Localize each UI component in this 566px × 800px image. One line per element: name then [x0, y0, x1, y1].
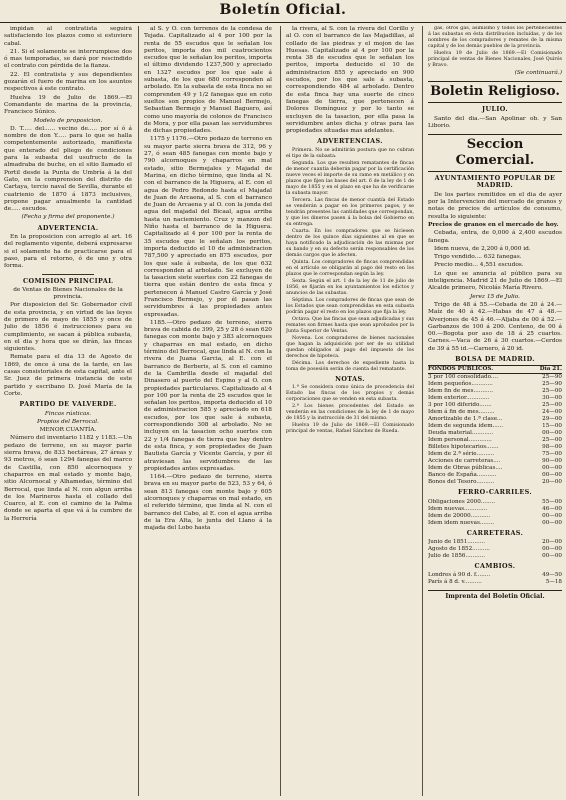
row-value: 00—00: [542, 430, 562, 437]
table-row: [428, 499, 562, 506]
row-value: 15—00: [542, 423, 562, 430]
row-label: Bonos del Tesoro..........: [428, 479, 495, 486]
section-heading: CAMBIOS.: [474, 561, 516, 570]
row-label: Idem de Obras públicas....: [428, 465, 503, 472]
section-heading: BOLSA DE MADRID.: [455, 355, 535, 364]
section-subtitle: MENOR CUANTÍA.: [39, 427, 97, 434]
paragraph: Cuarta. En los compradores que se hiciesen dentro de los quince días siguientes al en que se haya notificado la adjudicación de las mismas por su bando y en su defecto serán responsables de los demás cargos que le afecten.: [286, 228, 414, 258]
row-value: 90—00: [542, 458, 562, 465]
row-value: 25—00: [542, 437, 562, 444]
paragraph: Séptima. Los compradores de fincas que sean de los Estados que sean comprendidas en esta subasta podrán pagar el resto en los plazos que fija la ley.: [286, 297, 414, 315]
paragraph: 1175 y 1176.—Otro pedazo de terreno en su mayor parte sierra brava de 312, 96 y 27, ó sean 485 fanegas con monte bajo y 790 alcornoques y chaparros en mal estado, sitio Bermejales y Majadal de Marina, en dicho término, que linda al N. con el barranco de la Higuera, al E. con el agua de Pedro Redondo hasta el Majadal de Juan de Arcaena, al S. con el barranco de Juan de Arcaena y al O. con la jonda del agua del majadal del Bicaal, agua arriba hasta un naciemiento. Cruz y manzon del Niño hasta el barranco de la Higuera. Capitalizado al 4 por 100 por la renta de 35 escudos que le señalan los peritos, importa deducido el 10 de administracion 787,500 y apreciado en 875 escudos, por los que sale á subasta, de los que 632 corresponden al arbolado. Se excluyen de la tasacion siete suertes con 22 fanegas de tierra que están dentro de esta finca y pertenecen á Manuel Castro García y José Francisco Bermejo, y por él pasan las servidumbres á las propiedades antes expresadas.: [144, 136, 272, 318]
table-row: [428, 546, 562, 553]
row-value: 00—00: [542, 472, 562, 479]
paragraph: Lo que se anuncia al público para su inteligencia. Madrid 21 de Julio de 1869.—El Alcalde primero, Nicolás María Rivero.: [428, 270, 562, 292]
paragraph: 21. Si el solamente se interrumpiese dos ó mas temporadas, se dará por rescindido el contrato con pérdida de la fianza.: [4, 48, 132, 70]
paragraph: Segunda. Los que resulten rematantes de fincas de menor cuantía deberán pagar por la certificación nueve veces el importe de su ramo en metálico y en plazos que fijen las bases del art. 6 de la ley de 1 de mayo de 1855 y en el plazo en que ha de verificarse la subasta mayor.: [286, 160, 414, 196]
price-line: Cebada, entra, de 0,000 á 2,400 escudos fanega.: [428, 230, 562, 244]
carreteras-table: [428, 539, 562, 560]
table-row: [428, 479, 562, 486]
row-value: 49—50: [542, 572, 562, 579]
row-label: Billetes hipotecarios.......: [428, 444, 499, 451]
section-heading: NOTAS.: [335, 374, 365, 383]
row-value: 75—00: [542, 451, 562, 458]
row-label: Idem nuevas.............: [428, 505, 488, 512]
paragraph: Santo del dia.—San Apolinar ob. y San Liborio.: [428, 115, 562, 129]
paragraph: Novena. Los compradores de bienes nacionales que hagan la adquisición por ser de su utilidad quedan obligados al pago del impuesto de los derechos de hipoteca.: [286, 335, 414, 359]
row-value: 20—00: [542, 479, 562, 486]
masthead: [0, 0, 566, 23]
paragraph: Quinta. Los compradores de fincas comprendidas en el artículo se obligarán al pago del resto en los plazos que le correspondan según la ley.: [286, 259, 414, 277]
paragraph: Huelva 19 de Julio de 1869.—El Comisionado principal de ventas, Rafael Sánchez de Rueda.: [286, 423, 414, 435]
newspaper-title: Boletín Oficial.: [219, 2, 347, 18]
ferro-table: [428, 499, 562, 527]
section-title: Boletin Religioso.: [428, 81, 562, 103]
paragraph: Huelva 19 de Julio de 1869.—El Comisionado principal de ventas de Bienes Nacionales, José Quirós y Bravo.: [428, 51, 562, 68]
row-label: Banco de España...........: [428, 472, 497, 479]
row-value: 25—90: [542, 381, 562, 388]
section-heading: CARRETERAS.: [466, 528, 524, 537]
row-value: 29—00: [542, 416, 562, 423]
paragraph: De los partes remitidos en el dia de ayer por la Intervencion del mercado de granos y notas de precios de artículos de consumo, resulta lo siguiente:: [428, 191, 562, 220]
row-label: Agosto de 1852..........: [428, 545, 490, 552]
table-row: [428, 579, 562, 586]
paragraph: Sexta. Según el art. 1 de la ley de 11 de julio de 1856, se fijarán en los ayuntamientos los edictos y anuncios de las subastas.: [286, 278, 414, 296]
column-rule: [422, 26, 423, 796]
paragraph: Huelva 19 de Julio de 1869.—El Comandante de marina de la provincia, Francisco Súnico.: [4, 94, 132, 116]
cambios-table: [428, 572, 562, 586]
column-3: [286, 26, 414, 794]
table-row: [428, 416, 562, 423]
section-heading: FERRO-CARRILES.: [457, 488, 533, 497]
paragraph: Octava. Que las fincas que sean adjudicadas y sus remates son firmes hasta que sean aprobados por la Junta Superior de Ventas.: [286, 316, 414, 334]
paragraph: al S. y O. con terrenos de la condesa de Tejada. Capitalizado al 4 por 100 por la renta de 55 escudos que le señalan los peritos, importa dos mil cuatrocientos escudos que le señalan los peritos, importa el último dividendo 1237,500 y apreciado en 1327 escudos por los que sale á subasta, de los que 680 corresponden al arbolado. En la subasta de esta finca no se comprenden 49 y 1/2 fanegas que en coto sueltos son propios de Manuel Bermejo, Sebastian Bermejo y Manuel Baguero, así como uno mayoría de colonos de Francisco de Mora, y por ella pasan las servidumbres de dichas propiedades.: [144, 26, 272, 135]
header-label: FONDOS PÚBLICOS.: [428, 366, 531, 374]
section-title: Seccion Comercial.: [428, 134, 562, 172]
header-day: Dia 21.: [531, 366, 562, 374]
row-value: 25—00: [542, 388, 562, 395]
paragraph: 1164.—Otro pedazo de terreno, sierra brava en su mayor parte de 523, 53 y 64, ó sean 813 fanegas con monte bajo y 605 alcornoques y chaparras en mal estado, en el referido término, que linda al N. con el barranco del Cabo, al E. con el agua arriba de la Era Alta, le junta del Llano á la majada del Lobo hasta: [144, 474, 272, 532]
section-heading: PARTIDO DE VALVERDE.: [19, 400, 117, 409]
paragraph: 1185.—Otro pedazo de terreno, sierra brava de cabida de 399, 25 y 28 ó sean 620 fanegas con monte bajo y 383 alcornoques y chaparras en mal estado, en dicho término del Berrocal, que linda al N. con la rivera de Juana Garcia, al E. con el barranco de Berberis, al S. con el camino de la Cambrilla desde el majadal del Dinasero al puerto del Espino y al O. con propiedades particulares. Capitalizado al 4 por 100 por la renta de 25 escudos que le señalan los peritos, importa deducido el 10 de administracion 585 y apreciado en 618 escudos, por los que sale á subasta, correspondiendo 308 al arbolado. No se incluyen en la tasacion ocho suertes con 22 y 1/4 fanegas de tierra que hay dentro de esta finca, y son propiedades de Juan Bautista García y Vicente García, y por él atraviesan las servidumbres de las propiedades antes expresadas.: [144, 319, 272, 472]
divider: [42, 274, 93, 275]
section-subtitle: Fincas rústicas.: [44, 410, 92, 417]
table-row: [428, 388, 562, 395]
table-row: [428, 513, 562, 520]
row-label: Idem pequeños............: [428, 381, 493, 388]
price-line: Trigo vendido.... 632 fanegas.: [434, 254, 522, 261]
table-row: [428, 437, 562, 444]
row-value: 5—18: [545, 579, 562, 586]
price-line: Idem nueva, de 2,200 á 0,000 id.: [434, 245, 531, 252]
column-4: [428, 26, 562, 794]
table-row: [428, 423, 562, 430]
table-header: [428, 366, 562, 374]
paragraph: Remate para el dia 13 de Agosto de 1869, de once á una de la tarde, en las casas consistoriales de esta capital, ante el Sr. Juez de primera instancia de este partido y escribano D. José María de la Corte.: [4, 354, 132, 397]
paragraph: Número del inventario 1182 y 1183.—Un pedazo de terreno, en su mayor parte sierra brava, de 833 hectáreas, 27 áreas y 93 metros, ó sean 1294 fanegas del marco de Castilla, con 850 alcornoques y chaparros en mal estado y monte bajo, sitio Alcornocal y Alhamedas, término del Berrocal, que linda al N. con algun arriba de los Marineros hasta el collado del Cuarco, al E. con el camino de la Palma donde se aparta el que vá á la cumbre de la Herrería: [4, 435, 132, 522]
month-heading: JULIO.: [482, 105, 508, 114]
row-label: 3 por 100 consolidado....: [428, 374, 498, 381]
row-label: Julio de 1856...........: [428, 552, 486, 559]
section-subtitle: Precios de granos en el mercado de hoy.: [428, 221, 559, 228]
row-label: Amortizable de 1.ª clase...: [428, 416, 503, 423]
row-value: 24—00: [542, 409, 562, 416]
paragraph: Décima. Los derechos de expediente hasta la toma de posesión serán de cuenta del rematante.: [286, 360, 414, 372]
row-label: Obligaciones 2000........: [428, 498, 495, 505]
row-value: 00—00: [542, 512, 562, 519]
paragraph: Primera. No se admitirán postura que no cubran el tipo de la subasta.: [286, 147, 414, 159]
paragraph: gas, otros gas, asimismo y todos los pertenecientes á las subastas en ésta distribucion incluídas, y de los nombres de los compradores y remates de la misma capital y de los demás pueblos de la provincia.: [428, 26, 562, 49]
fine-print-block: [428, 26, 562, 69]
fine-print-block: [286, 148, 414, 373]
section-subtitle: Modelo de proposicion.: [33, 117, 103, 124]
fine-print-block: [286, 385, 414, 435]
row-value: 00—00: [542, 552, 562, 559]
paragraph: 2.ª Los bienes procedentes del Estado se venderán en las condiciones de la ley de 1 de mayo de 1855 y la instrucción de 31 del mismo.: [286, 404, 414, 422]
section-heading: COMISION PRINCIPAL: [23, 276, 113, 285]
row-label: Idem á fin de mes.........: [428, 409, 495, 416]
row-label: Idem idem nuevas........: [428, 519, 495, 526]
column-1: [4, 26, 132, 794]
section-subtitle: de Ventas de Bienes Nacionales de la provincia.: [13, 286, 123, 301]
row-value: 25—90: [542, 374, 562, 381]
continued-note: (Se continuará.): [514, 70, 562, 76]
column-rule: [138, 26, 139, 796]
paragraph: (Fecha y firma del proponente.): [21, 214, 115, 221]
row-value: 30—00: [542, 395, 562, 402]
row-value: 00—00: [542, 465, 562, 472]
paragraph: Tercera. Las fincas de menor cuantía del Estado se venderán a pagar en los primeros pagos, y se tendrán presentes las cantidades que correspondan, y que los dineros pasen á la bolsa del Gobierno en su entrega.: [286, 197, 414, 227]
row-label: Acciones de carreteras....: [428, 458, 501, 465]
table-row: [428, 430, 562, 437]
paragraph: Trigo de 48 á 55.—Cebada de 20 á 24.—Maíz de 40 á 42.—Habas de 47 á 48.—Alverjones de 45 á 46.—Aljaba de 00 á 52.—Garbanzos de 100 á 200. Centeno, de 00 á 00.—Bogota por aso de 18 á 25 cuartos. Carnes.—Vaca de 26 á 30 cuartos.—Cerdos de 39 á 55 id.—Carnero, á 20 id.: [428, 301, 562, 352]
row-value: 46—00: [542, 505, 562, 512]
row-value: 98—00: [542, 444, 562, 451]
table-row: [428, 395, 562, 402]
row-label: Idem de segunda idem......: [428, 423, 504, 430]
row-label: Londres á 90 d. f........: [428, 572, 491, 579]
paragraph: En la proposicion con arreglo al art. 16 del reglamento vigente, deberá expresarse si el solamente ha de practicarse para el paso, para el retorno, ó de uno y otra forma.: [4, 234, 132, 270]
row-label: París á 8 d. v..........: [428, 579, 482, 586]
row-value: 25—00: [542, 402, 562, 409]
table-row: [428, 451, 562, 458]
row-value: 00—00: [542, 545, 562, 552]
row-label: 3 por 100 diferido.......: [428, 402, 492, 409]
table-row: [428, 472, 562, 479]
table-row: [428, 539, 562, 546]
row-value: 20—00: [542, 538, 562, 545]
paragraph: D. T..... del...... vecino de..... por sí ó á nombre de don Y..... para lo que se halla competentemente autorizado, manifiesta que enterado del pliego de condiciones para la subasta del usufructo de la almadraba de buche, en el sitio llamado el Portil desde la Punta de Umbría á la del Gato, en la comprension del distrito de Cartaya, tercio naval de Sevilla, durante el cuatrienio de 1870 á 1873 inclusives, propone pagar anualmente la cantidad de..... escudos.: [4, 125, 132, 213]
section-heading: AYUNTAMIENTO POPULAR DE MADRID.: [434, 174, 556, 190]
paragraph: impidan al contratista seguirá satisfaciendo los plazos como si estuviere cabal.: [4, 26, 132, 47]
section-subtitle: Propios del Berrocal.: [37, 418, 99, 425]
section-subtitle: Jerez 15 de Julio.: [469, 293, 521, 300]
table-row: [428, 506, 562, 513]
row-label: Deuda material............: [428, 430, 494, 437]
section-heading: ADVERTENCIAS.: [317, 137, 383, 146]
funds-table: [428, 365, 562, 486]
row-label: Idem fin de mes...........: [428, 388, 494, 395]
column-rule: [280, 26, 281, 796]
column-2: [144, 26, 272, 794]
row-label: Idem personal.............: [428, 437, 492, 444]
row-label: Idem de 2.ª série..........: [428, 451, 495, 458]
table-row: [428, 520, 562, 527]
paragraph: 22. El contratista y sus dependientes gozarán el fuero de marina en los asuntos respectivos á este contrato.: [4, 71, 132, 93]
row-value: 55—00: [542, 498, 562, 505]
section-heading: ADVERTENCIA.: [37, 223, 99, 232]
table-row: [428, 381, 562, 388]
paragraph: Por disposicion del Sr. Gobernador civil de esta provincia, y en virtud de las leyes de primero de mayo de 1855 y once de Julio de 1856 é instrucciones para su cumplimiento, se sacan á pública subasta, en el dia y hora que se dirán, las fincas siguientes.: [4, 302, 132, 353]
paragraph: la rivera, al S. con la rivera del Corillo y al O. con el barranco de las Majadillas, al collado de las piedras y el mojon de las Huesas. Capitalizado al 4 por 100 por la renta 38 de escudos que le señalan los peritos, importa deducido el 10 de administracion 855 y apreciado en 900 escudos, por los que sale á subasta, correspondiendo 484 al arbolado. Dentro de esta finca hay una suerte de cinco fanegas de tierra, que pertenecen á Dolores Domínguez y por lo tanto se excluyen de la tasacion, por ella pasa la servidumbre antes dicha y otras para las propiedades situadas mas adelantes.: [286, 26, 414, 135]
row-value: 00—00: [542, 519, 562, 526]
row-label: Junio de 1851..........: [428, 538, 486, 545]
paragraph: 1.ª Se considera como única de procedencia del Estado las fincas de los propios y demás corporaciones que se venden en esta subasta.: [286, 385, 414, 403]
row-label: Idem de 20000...........: [428, 512, 491, 519]
printer-imprint: Imprenta del Boletin Oficial.: [428, 590, 562, 600]
row-label: Idem exterior.............: [428, 395, 490, 402]
price-line: Precio medio... 4,551 escudos.: [434, 262, 524, 269]
table-row: [428, 553, 562, 560]
